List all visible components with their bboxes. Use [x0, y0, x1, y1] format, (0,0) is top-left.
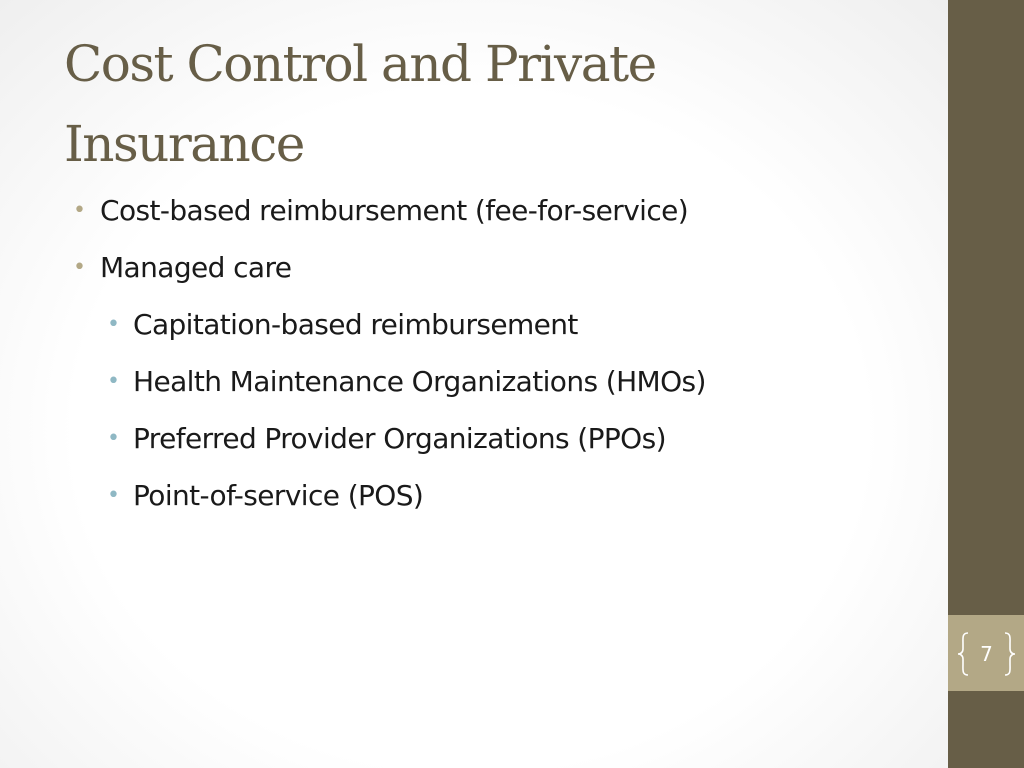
sub-bullet-item: [0, 301, 940, 358]
bullet-text: Health Maintenance Organizations (HMOs): [133, 365, 706, 398]
bullet-text: Point-of-service (POS): [133, 479, 424, 512]
bullet-text: Cost-based reimbursement (fee-for-service): [100, 194, 689, 227]
bullet-item: [0, 187, 940, 244]
bullet-marker: •: [107, 369, 120, 394]
bullet-text: Preferred Provider Organizations (PPOs): [133, 422, 666, 455]
page-number: 7: [980, 642, 993, 666]
sub-bullet-item: [0, 415, 940, 472]
bullet-marker: •: [73, 198, 86, 223]
page-number-frame: [957, 632, 1016, 676]
bullet-text: Managed care: [100, 251, 292, 284]
slide-title: Cost Control and Private Insurance: [64, 35, 656, 173]
bullet-text: Capitation-based reimbursement: [133, 308, 578, 341]
bullet-marker: •: [73, 255, 86, 280]
bullet-marker: •: [107, 426, 120, 451]
sub-bullet-item: [0, 472, 940, 529]
bullet-marker: •: [107, 312, 120, 337]
sub-bullet-item: [0, 358, 940, 415]
bullet-item: [0, 244, 940, 301]
bullet-marker: •: [107, 483, 120, 508]
bullet-list: [0, 187, 940, 529]
